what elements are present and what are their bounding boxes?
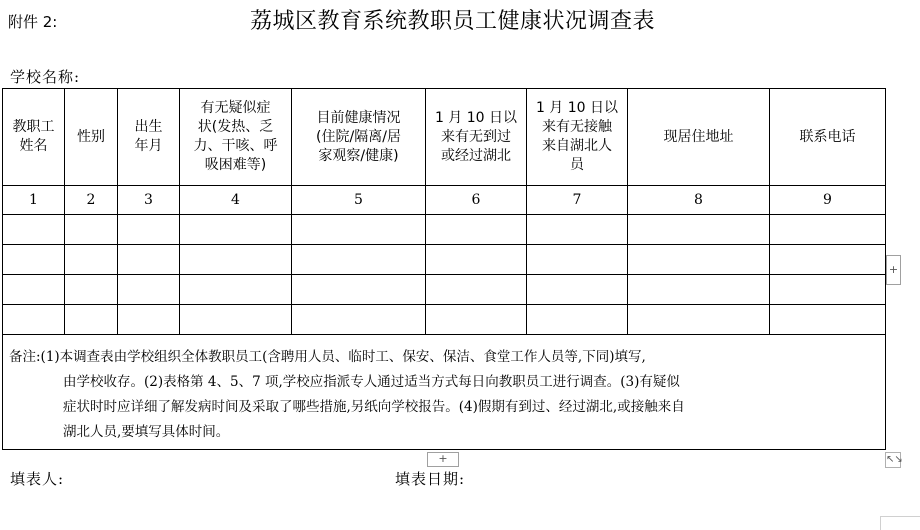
table-cell[interactable] [527, 215, 628, 245]
column-number: 9 [770, 186, 886, 215]
column-number: 4 [180, 186, 292, 215]
header-cell-health-status: 目前健康情况 (住院/隔离/居 家观察/健康) [292, 89, 426, 186]
table-row [3, 215, 886, 245]
school-name-label: 学校名称: [10, 68, 81, 86]
notes-row [3, 335, 886, 450]
health-survey-table [2, 88, 886, 450]
table-cell[interactable] [118, 245, 180, 275]
header-cell-hubei-contact: 1 月 10 日以 来有无接触 来自湖北人 员 [527, 89, 628, 186]
column-number: 5 [292, 186, 426, 215]
table-cell[interactable] [180, 305, 292, 335]
table-cell[interactable] [628, 275, 770, 305]
table-cell[interactable] [118, 275, 180, 305]
table-cell[interactable] [65, 245, 118, 275]
header-cell-address: 现居住地址 [628, 89, 770, 186]
table-cell[interactable] [65, 305, 118, 335]
table-cell[interactable] [180, 275, 292, 305]
table-cell[interactable] [426, 215, 527, 245]
note-line: 症状时时应详细了解发病时间及采取了哪些措施,另纸向学校报告。(4)假期有到过、经过湖北,或接触来自 [63, 399, 685, 415]
table-cell[interactable] [628, 305, 770, 335]
table-cell[interactable] [292, 245, 426, 275]
table-cell[interactable] [292, 215, 426, 245]
note-line: 备注:(1)本调查表由学校组织全体教职员工(含聘用人员、临时工、保安、保洁、食堂工作人员等,下同)填写, [9, 349, 646, 365]
next-page-edge [880, 516, 920, 530]
table-cell[interactable] [292, 305, 426, 335]
header-row [3, 89, 886, 186]
table-cell[interactable] [770, 305, 886, 335]
table-cell[interactable] [770, 275, 886, 305]
column-number: 2 [65, 186, 118, 215]
add-row-handle[interactable]: + [427, 452, 459, 467]
header-cell-gender: 性别 [65, 89, 118, 186]
add-column-handle[interactable]: + [886, 255, 901, 285]
table-cell[interactable] [3, 245, 65, 275]
table-row [3, 305, 886, 335]
note-line: 湖北人员,要填写具体时间。 [63, 424, 230, 440]
column-number: 7 [527, 186, 628, 215]
table-cell[interactable] [118, 215, 180, 245]
table-cell[interactable] [65, 275, 118, 305]
filler-label: 填表人: [10, 470, 65, 488]
fill-date-label: 填表日期: [395, 470, 466, 488]
table-cell[interactable] [180, 215, 292, 245]
table-cell[interactable] [770, 245, 886, 275]
column-number: 3 [118, 186, 180, 215]
column-number: 8 [628, 186, 770, 215]
header-cell-name: 教职工 姓名 [3, 89, 65, 186]
table-resize-icon[interactable]: ↖↘ [885, 452, 901, 468]
table-cell[interactable] [527, 275, 628, 305]
table-cell[interactable] [118, 305, 180, 335]
table-cell[interactable] [527, 305, 628, 335]
attachment-label: 附件 2: [8, 13, 58, 31]
table-cell[interactable] [426, 305, 527, 335]
table-cell[interactable] [3, 215, 65, 245]
table-cell[interactable] [628, 215, 770, 245]
page-title: 荔城区教育系统教职员工健康状况调查表 [250, 9, 656, 34]
number-row [3, 186, 886, 215]
notes-cell [3, 335, 886, 450]
table-cell[interactable] [3, 305, 65, 335]
table-cell[interactable] [65, 215, 118, 245]
column-number: 1 [3, 186, 65, 215]
header-cell-symptoms: 有无疑似症 状(发热、乏 力、干咳、呼 吸困难等) [180, 89, 292, 186]
header-cell-phone: 联系电话 [770, 89, 886, 186]
table-cell[interactable] [180, 245, 292, 275]
table-cell[interactable] [426, 275, 527, 305]
table-cell[interactable] [628, 245, 770, 275]
header-cell-hubei-travel: 1 月 10 日以 来有无到过 或经过湖北 [426, 89, 527, 186]
table-row [3, 275, 886, 305]
table-cell[interactable] [527, 245, 628, 275]
table-row [3, 245, 886, 275]
table-cell[interactable] [3, 275, 65, 305]
table-cell[interactable] [426, 245, 527, 275]
table-cell[interactable] [292, 275, 426, 305]
table-cell[interactable] [770, 215, 886, 245]
column-number: 6 [426, 186, 527, 215]
header-cell-birth: 出生 年月 [118, 89, 180, 186]
note-line: 由学校收存。(2)表格第 4、5、7 项,学校应指派专人通过适当方式每日向教职员工进行调查。(3)有疑似 [63, 374, 680, 390]
